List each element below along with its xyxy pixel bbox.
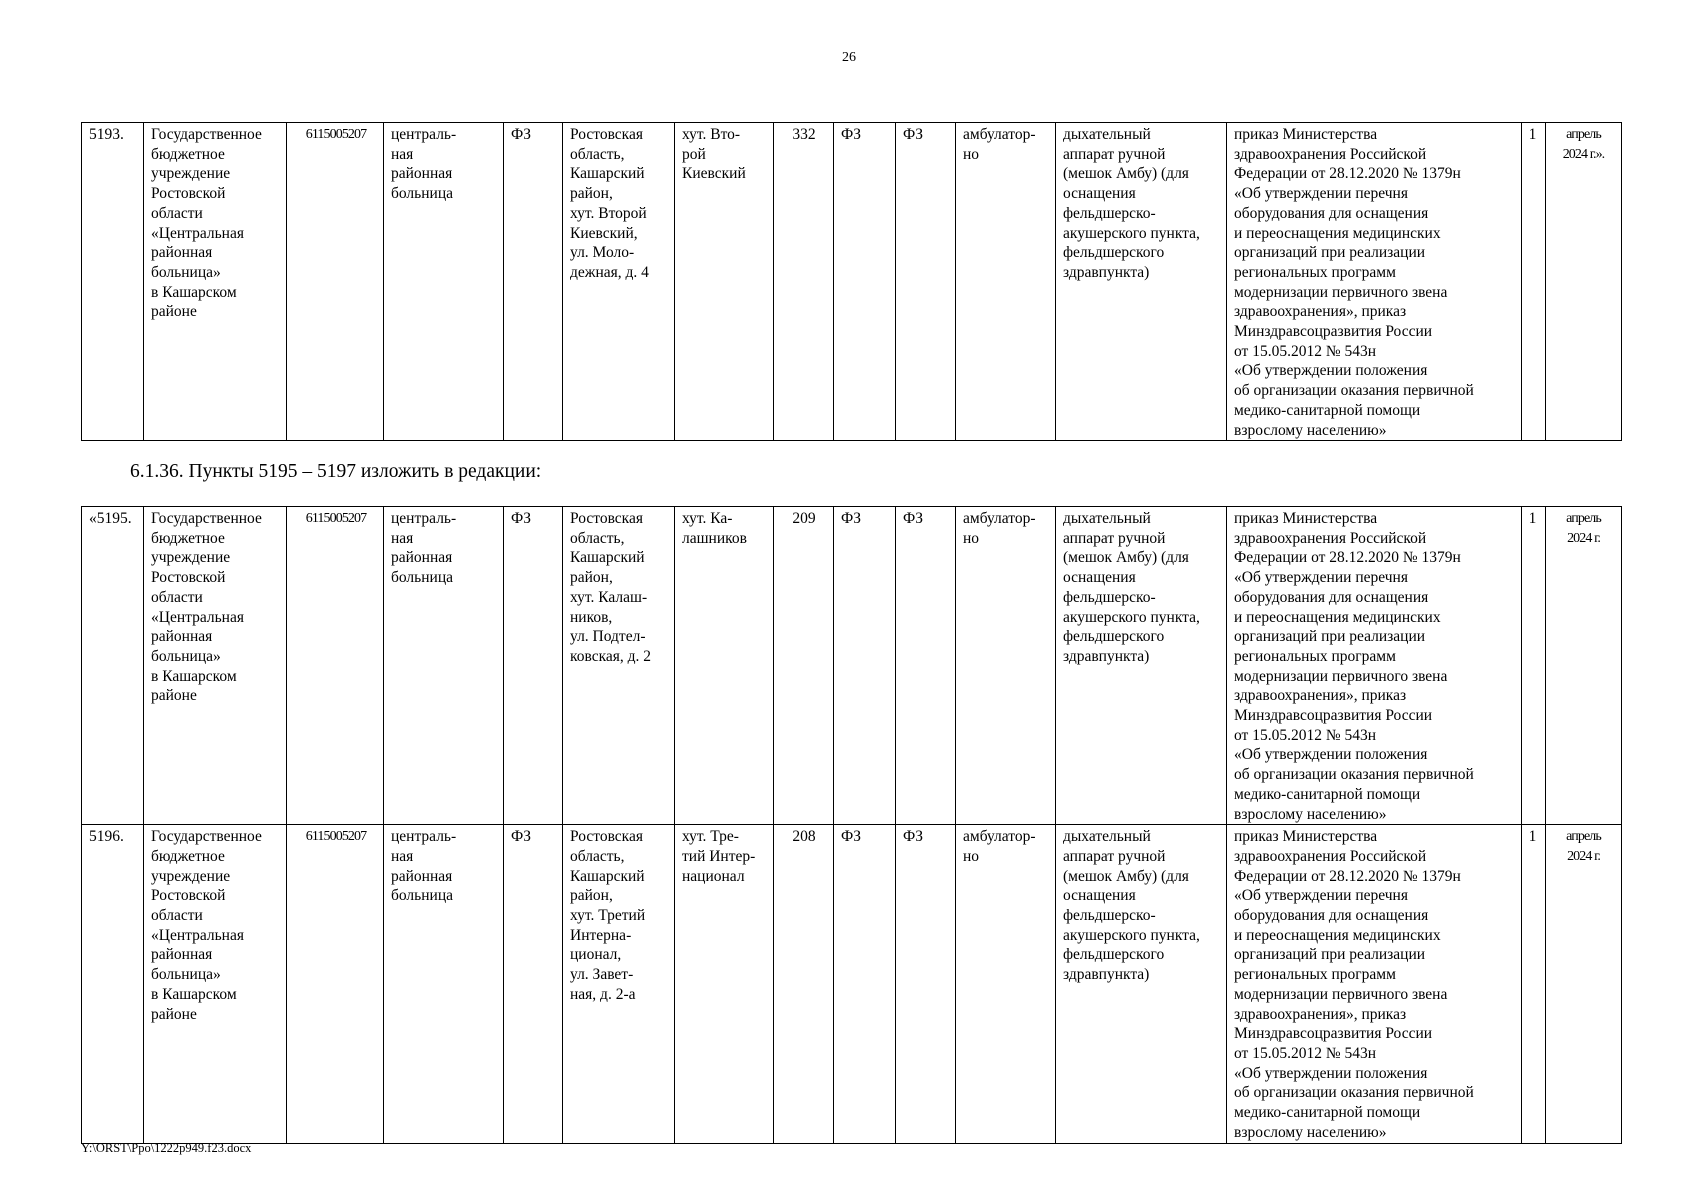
inn-cell: 6115005207 [287,123,384,441]
law-cell-3: ФЗ [896,123,956,441]
file-path-footer: Y:\ORST\Ppo\1222p949.f23.docx [81,1141,252,1155]
row-number-cell: 5196. [82,825,144,1143]
care-type-cell: амбулатор- но [956,123,1056,441]
row-number-cell: 5193. [82,123,144,441]
row-number-cell: «5195. [82,507,144,825]
inn-cell: 6115005207 [287,825,384,1143]
law-cell-3: ФЗ [896,825,956,1143]
population-cell: 209 [774,507,834,825]
population-cell: 332 [774,123,834,441]
deadline-cell: апрель 2024 г. [1546,507,1622,825]
equipment-table-1 [81,122,1622,441]
quantity-cell: 1 [1522,825,1546,1143]
law-cell-1: ФЗ [504,825,563,1143]
address-cell: Ростовская область, Кашарский район, хут. Калаш- ников, ул. Подтел- ковская, д. 2 [563,507,675,825]
equipment-cell: дыхательный аппарат ручной (мешок Амбу) (для оснащения фельдшерско- акушерского пункта, фельдшерского здравпункта) [1056,825,1227,1143]
equipment-cell: дыхательный аппарат ручной (мешок Амбу) (для оснащения фельдшерско- акушерского пункта, фельдшерского здравпункта) [1056,507,1227,825]
law-cell-1: ФЗ [504,507,563,825]
settlement-cell: хут. Ка- лашников [675,507,774,825]
table-row [82,123,1622,441]
institution-cell: Государственное бюджетное учреждение Ростовской области «Центральная районная больница» в Кашарском районе [144,507,287,825]
amendment-paragraph: 6.1.36. Пункты 5195 – 5197 изложить в редакции: [130,461,542,482]
law-cell-1: ФЗ [504,123,563,441]
basis-cell: приказ Министерства здравоохранения Российской Федерации от 28.12.2020 № 1379н «Об утверждении перечня оборудования для оснащения и переоснащения медицинских организаций при реализации региональных программ модернизации первичного звена здравоохранения», приказ Минздравсоцразвития России от 15.05.2012 № 543н «Об утверждении положения об организации оказания первичной медико-санитарной помощи взрослому населению» [1227,123,1522,441]
institution-cell: Государственное бюджетное учреждение Ростовской области «Центральная районная больница» в Кашарском районе [144,825,287,1143]
equipment-cell: дыхательный аппарат ручной (мешок Амбу) (для оснащения фельдшерско- акушерского пункта, фельдшерского здравпункта) [1056,123,1227,441]
deadline-cell: апрель 2024 г. [1546,825,1622,1143]
care-type-cell: амбулатор- но [956,507,1056,825]
address-cell: Ростовская область, Кашарский район, хут. Третий Интерна- ционал, ул. Завет- ная, д. 2-а [563,825,675,1143]
address-cell: Ростовская область, Кашарский район, хут. Второй Киевский, ул. Моло- дежная, д. 4 [563,123,675,441]
institution-type-cell: централь- ная районная больница [384,507,504,825]
institution-type-cell: централь- ная районная больница [384,825,504,1143]
table-row [82,507,1622,825]
settlement-cell: хут. Вто- рой Киевский [675,123,774,441]
institution-cell: Государственное бюджетное учреждение Ростовской области «Центральная районная больница» в Кашарском районе [144,123,287,441]
law-cell-2: ФЗ [834,507,896,825]
equipment-table-2 [81,506,1622,1144]
law-cell-2: ФЗ [834,123,896,441]
page-number: 26 [842,50,856,65]
settlement-cell: хут. Тре- тий Интер- национал [675,825,774,1143]
table-row [82,825,1622,1143]
basis-cell: приказ Министерства здравоохранения Российской Федерации от 28.12.2020 № 1379н «Об утверждении перечня оборудования для оснащения и переоснащения медицинских организаций при реализации региональных программ модернизации первичного звена здравоохранения», приказ Минздравсоцразвития России от 15.05.2012 № 543н «Об утверждении положения об организации оказания первичной медико-санитарной помощи взрослому населению» [1227,507,1522,825]
quantity-cell: 1 [1522,123,1546,441]
quantity-cell: 1 [1522,507,1546,825]
deadline-cell: апрель 2024 г.». [1546,123,1622,441]
institution-type-cell: централь- ная районная больница [384,123,504,441]
law-cell-2: ФЗ [834,825,896,1143]
inn-cell: 6115005207 [287,507,384,825]
law-cell-3: ФЗ [896,507,956,825]
basis-cell: приказ Министерства здравоохранения Российской Федерации от 28.12.2020 № 1379н «Об утверждении перечня оборудования для оснащения и переоснащения медицинских организаций при реализации региональных программ модернизации первичного звена здравоохранения», приказ Минздравсоцразвития России от 15.05.2012 № 543н «Об утверждении положения об организации оказания первичной медико-санитарной помощи взрослому населению» [1227,825,1522,1143]
population-cell: 208 [774,825,834,1143]
care-type-cell: амбулатор- но [956,825,1056,1143]
